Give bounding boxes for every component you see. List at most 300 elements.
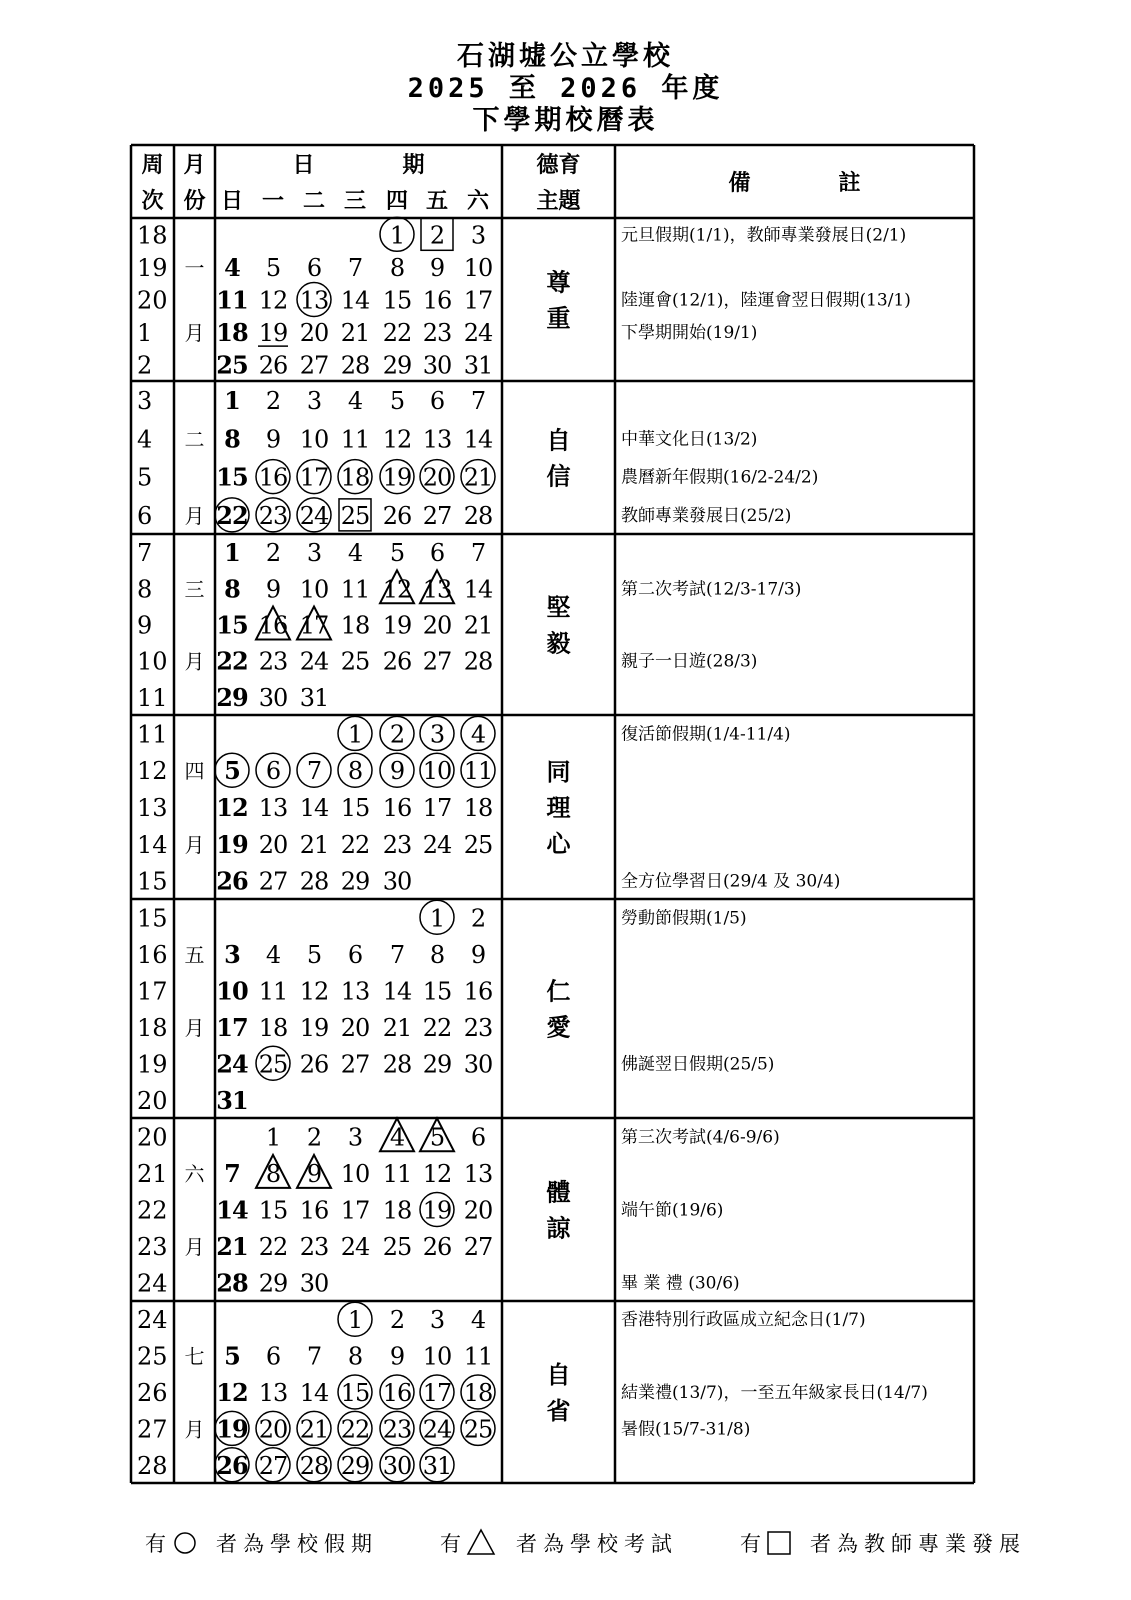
calendar-day: 1 xyxy=(347,720,363,749)
calendar-day: 17 xyxy=(422,794,452,822)
legend-square-icon xyxy=(766,1530,792,1556)
calendar-day: 30 xyxy=(382,1451,412,1480)
calendar-day: 27 xyxy=(422,647,452,676)
calendar-day: 31 xyxy=(216,1085,248,1115)
theme-char: 重 xyxy=(546,304,571,333)
theme-char: 愛 xyxy=(546,1013,571,1042)
calendar-day: 2 xyxy=(429,221,445,250)
calendar-day: 27 xyxy=(299,351,329,380)
calendar-day: 29 xyxy=(340,1451,370,1480)
calendar-day: 9 xyxy=(389,757,405,786)
calendar-day: 28 xyxy=(299,1451,329,1480)
calendar-day: 21 xyxy=(463,463,493,492)
week-number: 24 xyxy=(137,1306,168,1335)
calendar-day: 26 xyxy=(382,647,412,676)
week-number: 5 xyxy=(137,463,153,492)
week-number: 18 xyxy=(137,1013,168,1042)
week-number: 24 xyxy=(137,1269,168,1298)
calendar-day: 9 xyxy=(429,253,445,282)
calendar-day: 13 xyxy=(258,794,288,822)
calendar-day: 1 xyxy=(429,904,445,933)
calendar-day: 11 xyxy=(340,575,370,604)
calendar-day: 22 xyxy=(422,1013,452,1042)
calendar-day: 11 xyxy=(463,1342,493,1371)
calendar-day: 21 xyxy=(382,1013,412,1042)
month-name-2: 月 xyxy=(184,649,205,674)
calendar-day: 8 xyxy=(347,1342,363,1371)
calendar-day: 9 xyxy=(389,1342,405,1371)
calendar-day: 8 xyxy=(265,1159,281,1188)
remark-text: 佛誕翌日假期(25/5) xyxy=(621,1054,775,1075)
calendar-day: 21 xyxy=(340,319,370,348)
calendar-day: 23 xyxy=(299,1233,329,1262)
calendar-day: 6 xyxy=(265,757,281,786)
theme-char: 省 xyxy=(546,1397,571,1425)
theme-char: 堅 xyxy=(546,593,571,622)
week-number: 9 xyxy=(137,611,153,640)
calendar-day: 12 xyxy=(216,793,248,822)
week-number: 25 xyxy=(137,1342,168,1371)
calendar-day: 13 xyxy=(340,977,370,1006)
remark-text: 陸運會(12/1)，陸運會翌日假期(13/1) xyxy=(621,290,911,311)
calendar-day: 24 xyxy=(299,647,329,676)
calendar-day: 23 xyxy=(258,647,288,676)
calendar-day: 29 xyxy=(258,1269,288,1298)
theme-char: 自 xyxy=(546,1361,571,1389)
calendar-day: 20 xyxy=(422,463,452,492)
calendar-day: 31 xyxy=(422,1451,452,1480)
calendar-day: 14 xyxy=(340,286,370,315)
calendar-day: 17 xyxy=(340,1196,370,1225)
calendar-day: 6 xyxy=(265,1342,281,1371)
calendar-day: 30 xyxy=(463,1050,493,1079)
calendar-day: 5 xyxy=(224,1341,240,1371)
calendar-day: 3 xyxy=(429,720,445,749)
calendar-day: 29 xyxy=(216,682,248,712)
calendar-day: 7 xyxy=(347,253,363,282)
header-weekday: 三 xyxy=(343,189,367,214)
calendar-day: 10 xyxy=(422,757,452,786)
calendar-day: 24 xyxy=(422,830,452,859)
calendar-day: 12 xyxy=(299,977,329,1006)
calendar-day: 11 xyxy=(258,977,288,1006)
calendar-day: 20 xyxy=(463,1196,493,1225)
calendar-day: 13 xyxy=(422,425,452,454)
calendar-day: 7 xyxy=(224,1158,240,1188)
calendar-day: 10 xyxy=(216,976,248,1006)
calendar-day: 25 xyxy=(258,1050,288,1079)
calendar-day: 21 xyxy=(299,830,329,859)
calendar-day: 13 xyxy=(299,286,329,315)
week-number: 23 xyxy=(137,1233,168,1262)
calendar-day: 16 xyxy=(258,463,288,492)
remark-text: 元旦假期(1/1)，教師專業發展日(2/1) xyxy=(621,225,907,246)
theme-char: 諒 xyxy=(546,1214,571,1243)
calendar-day: 1 xyxy=(265,1123,281,1152)
header-week-2: 次 xyxy=(141,189,164,214)
calendar-day: 24 xyxy=(422,1415,452,1444)
calendar-day: 26 xyxy=(258,351,288,380)
legend-triangle-icon xyxy=(466,1528,496,1556)
calendar-day: 23 xyxy=(382,830,412,859)
calendar-day: 2 xyxy=(470,904,486,933)
week-number: 28 xyxy=(137,1451,168,1480)
calendar-day: 19 xyxy=(382,611,412,640)
calendar-day: 13 xyxy=(422,575,452,604)
calendar-day: 25 xyxy=(216,350,248,380)
calendar-day: 9 xyxy=(306,1159,322,1188)
calendar-day: 8 xyxy=(429,940,445,969)
calendar-day: 3 xyxy=(306,387,322,416)
calendar-day: 1 xyxy=(224,538,240,568)
remark-text: 復活節假期(1/4-11/4) xyxy=(621,724,791,745)
calendar-day: 10 xyxy=(299,425,329,454)
calendar-day: 12 xyxy=(422,1159,452,1188)
calendar-day: 29 xyxy=(422,1050,452,1079)
theme-char: 尊 xyxy=(546,268,571,297)
week-number: 15 xyxy=(137,904,168,933)
calendar-day: 4 xyxy=(470,1306,486,1335)
calendar-day: 28 xyxy=(463,501,493,530)
calendar-day: 4 xyxy=(224,252,240,282)
theme-char: 自 xyxy=(546,426,571,455)
calendar-day: 5 xyxy=(224,756,240,786)
month-name-1: 四 xyxy=(184,759,205,784)
calendar-day: 4 xyxy=(347,387,363,416)
calendar-day: 6 xyxy=(429,539,445,568)
header-theme-2: 主題 xyxy=(536,189,581,214)
header-date: 日 期 xyxy=(292,153,425,178)
week-number: 7 xyxy=(137,539,153,568)
calendar-day: 15 xyxy=(422,977,452,1006)
calendar-day: 25 xyxy=(340,647,370,676)
calendar-day: 18 xyxy=(340,463,370,492)
week-number: 1 xyxy=(137,319,153,348)
calendar-day: 3 xyxy=(470,221,486,250)
calendar-day: 16 xyxy=(258,611,288,640)
header-theme-1: 德育 xyxy=(536,153,581,178)
calendar-day: 5 xyxy=(265,253,281,282)
calendar-day: 17 xyxy=(463,286,493,315)
calendar-day: 23 xyxy=(258,501,288,530)
calendar-day: 12 xyxy=(216,1378,248,1407)
legend-circle-icon xyxy=(172,1530,198,1556)
calendar-day: 9 xyxy=(470,940,486,969)
calendar-day: 28 xyxy=(340,351,370,380)
header-remarks: 備 註 xyxy=(728,171,861,196)
week-number: 21 xyxy=(137,1159,168,1188)
calendar-day: 13 xyxy=(463,1159,493,1188)
calendar-day: 14 xyxy=(299,794,329,822)
calendar-day: 3 xyxy=(429,1306,445,1335)
calendar-day: 3 xyxy=(224,939,240,969)
week-number: 16 xyxy=(137,940,168,969)
calendar-day: 27 xyxy=(422,501,452,530)
calendar-day: 10 xyxy=(340,1159,370,1188)
calendar-day: 26 xyxy=(422,1233,452,1262)
calendar-day: 14 xyxy=(463,425,493,454)
theme-char: 仁 xyxy=(546,977,571,1006)
week-number: 6 xyxy=(137,501,153,530)
calendar-day: 20 xyxy=(340,1013,370,1042)
week-number: 3 xyxy=(137,387,153,416)
header-week-1: 周 xyxy=(141,153,164,178)
calendar-day: 20 xyxy=(258,1415,288,1444)
remark-text: 勞動節假期(1/5) xyxy=(621,908,747,929)
calendar-day: 7 xyxy=(306,1342,322,1371)
calendar-day: 4 xyxy=(389,1123,405,1152)
theme-char: 心 xyxy=(546,830,571,858)
calendar-day: 23 xyxy=(382,1415,412,1444)
calendar-day: 11 xyxy=(216,285,248,315)
month-name-2: 月 xyxy=(184,503,205,528)
calendar-day: 19 xyxy=(382,463,412,492)
calendar-day: 18 xyxy=(340,611,370,640)
week-number: 10 xyxy=(137,647,168,676)
week-number: 19 xyxy=(137,253,168,282)
calendar-day: 31 xyxy=(463,351,493,380)
calendar-day: 25 xyxy=(463,830,493,859)
calendar-day: 27 xyxy=(258,867,288,896)
month-name-1: 二 xyxy=(184,427,205,452)
week-number: 17 xyxy=(137,977,168,1006)
calendar-day: 19 xyxy=(299,1013,329,1042)
calendar-day: 8 xyxy=(389,253,405,282)
calendar-day: 14 xyxy=(216,1195,248,1225)
calendar-day: 2 xyxy=(389,720,405,749)
calendar-day: 24 xyxy=(216,1049,248,1079)
month-name-1: 六 xyxy=(184,1161,205,1186)
calendar-day: 7 xyxy=(470,539,486,568)
calendar-day: 29 xyxy=(340,867,370,896)
header-weekday: 一 xyxy=(261,189,285,214)
calendar-day: 22 xyxy=(258,1233,288,1262)
calendar-title: 下學期校曆表 xyxy=(472,105,659,136)
calendar-day: 19 xyxy=(258,319,288,348)
calendar-day: 6 xyxy=(470,1123,486,1152)
calendar-day: 22 xyxy=(340,1415,370,1444)
legend-pd-prefix: 有 xyxy=(740,1532,767,1556)
legend-exam-text: 者為學校考試 xyxy=(516,1532,678,1556)
calendar-day: 23 xyxy=(463,1013,493,1042)
calendar-day: 27 xyxy=(258,1451,288,1480)
calendar-day: 25 xyxy=(382,1233,412,1262)
week-number: 20 xyxy=(137,286,168,315)
calendar-day: 14 xyxy=(463,575,493,604)
calendar-day: 25 xyxy=(463,1415,493,1444)
calendar-day: 17 xyxy=(299,611,329,640)
calendar-day: 1 xyxy=(389,221,405,250)
legend-pd-text: 者為教師專業發展 xyxy=(810,1532,1026,1556)
header-weekday: 四 xyxy=(385,189,409,214)
calendar-day: 4 xyxy=(347,539,363,568)
calendar-day: 21 xyxy=(216,1232,248,1262)
week-number: 15 xyxy=(137,867,168,896)
calendar-day: 28 xyxy=(299,867,329,896)
header-weekday: 六 xyxy=(466,189,490,214)
remark-text: 親子一日遊(28/3) xyxy=(621,651,758,672)
remark-text: 農曆新年假期(16/2-24/2) xyxy=(621,467,819,488)
month-name-1: 五 xyxy=(184,942,205,967)
remark-text: 中華文化日(13/2) xyxy=(621,429,758,450)
calendar-day: 8 xyxy=(347,757,363,786)
calendar-day: 14 xyxy=(299,1379,329,1407)
month-name-2: 月 xyxy=(184,1015,205,1040)
calendar-day: 12 xyxy=(258,286,288,315)
calendar-day: 15 xyxy=(382,286,412,315)
remark-text: 第二次考試(12/3-17/3) xyxy=(621,579,802,600)
calendar-day: 25 xyxy=(340,501,370,530)
calendar-day: 26 xyxy=(382,501,412,530)
calendar-day: 6 xyxy=(429,387,445,416)
calendar-day: 21 xyxy=(463,611,493,640)
theme-char: 理 xyxy=(546,794,571,822)
calendar-day: 2 xyxy=(265,387,281,416)
week-number: 2 xyxy=(137,351,153,380)
calendar-day: 4 xyxy=(470,720,486,749)
remark-text: 端午節(19/6) xyxy=(621,1200,724,1221)
calendar-day: 2 xyxy=(389,1306,405,1335)
remark-text: 第三次考試(4/6-9/6) xyxy=(621,1127,780,1148)
calendar-day: 20 xyxy=(299,319,329,348)
week-number: 14 xyxy=(137,830,168,859)
calendar-day: 24 xyxy=(463,319,493,348)
calendar-day: 22 xyxy=(216,646,248,676)
calendar-day: 15 xyxy=(340,794,370,822)
calendar-day: 17 xyxy=(422,1379,452,1407)
calendar-day: 2 xyxy=(265,539,281,568)
calendar-day: 5 xyxy=(389,387,405,416)
calendar-day: 16 xyxy=(299,1196,329,1225)
calendar-day: 8 xyxy=(224,574,240,604)
calendar-day: 22 xyxy=(382,319,412,348)
calendar-day: 20 xyxy=(422,611,452,640)
calendar-day: 24 xyxy=(299,501,329,530)
calendar-day: 30 xyxy=(422,351,452,380)
remark-text: 畢 業 禮 (30/6) xyxy=(621,1273,740,1294)
calendar-day: 6 xyxy=(347,940,363,969)
calendar-day: 26 xyxy=(216,1450,248,1480)
calendar-day: 7 xyxy=(470,387,486,416)
calendar-day: 30 xyxy=(258,683,288,712)
calendar-day: 13 xyxy=(258,1379,288,1407)
calendar-day: 5 xyxy=(429,1123,445,1152)
week-number: 26 xyxy=(137,1379,168,1407)
calendar-day: 10 xyxy=(463,253,493,282)
calendar-day: 26 xyxy=(216,866,248,896)
calendar-day: 28 xyxy=(382,1050,412,1079)
calendar-day: 28 xyxy=(463,647,493,676)
calendar-day: 26 xyxy=(299,1050,329,1079)
legend xyxy=(0,1528,1131,1560)
theme-char: 體 xyxy=(546,1178,571,1207)
calendar-day: 18 xyxy=(258,1013,288,1042)
calendar-day: 8 xyxy=(224,424,240,454)
month-name-1: 一 xyxy=(184,255,205,280)
calendar-day: 19 xyxy=(422,1196,452,1225)
calendar-day: 10 xyxy=(422,1342,452,1371)
calendar-day: 24 xyxy=(340,1233,370,1262)
week-number: 8 xyxy=(137,575,153,604)
theme-char: 毅 xyxy=(546,629,571,658)
month-name-1: 七 xyxy=(184,1344,205,1369)
theme-char: 同 xyxy=(546,758,571,786)
calendar-day: 22 xyxy=(216,500,248,530)
calendar-day: 15 xyxy=(340,1379,370,1407)
calendar-day: 9 xyxy=(265,575,281,604)
remark-text: 全方位學習日(29/4 及 30/4) xyxy=(621,871,841,892)
calendar-day: 2 xyxy=(306,1123,322,1152)
calendar-day: 16 xyxy=(422,286,452,315)
calendar-day: 18 xyxy=(463,794,493,822)
school-year: 2025 至 2026 年度 xyxy=(407,73,724,104)
remark-text: 教師專業發展日(25/2) xyxy=(621,505,792,526)
week-number: 11 xyxy=(137,683,168,712)
calendar-day: 4 xyxy=(265,940,281,969)
calendar-day: 20 xyxy=(258,830,288,859)
calendar-day: 15 xyxy=(216,462,248,492)
month-name-2: 月 xyxy=(184,321,205,346)
calendar-day: 1 xyxy=(224,386,240,416)
calendar-day: 18 xyxy=(382,1196,412,1225)
school-name: 石湖墟公立學校 xyxy=(457,41,674,72)
week-number: 22 xyxy=(137,1196,168,1225)
week-number: 20 xyxy=(137,1086,168,1115)
week-number: 13 xyxy=(137,794,168,822)
calendar-day: 29 xyxy=(382,351,412,380)
week-number: 20 xyxy=(137,1123,168,1152)
header-weekday: 二 xyxy=(302,189,326,214)
calendar-day: 11 xyxy=(340,425,370,454)
month-name-1: 三 xyxy=(184,577,205,602)
calendar-day: 30 xyxy=(382,867,412,896)
calendar-day: 17 xyxy=(299,463,329,492)
calendar-day: 7 xyxy=(306,757,322,786)
calendar-day: 10 xyxy=(299,575,329,604)
calendar-day: 27 xyxy=(463,1233,493,1262)
remark-text: 下學期開始(19/1) xyxy=(621,323,758,344)
calendar-day: 15 xyxy=(258,1196,288,1225)
week-number: 12 xyxy=(137,757,168,786)
calendar-day: 12 xyxy=(382,575,412,604)
legend-exam-prefix: 有 xyxy=(440,1532,467,1556)
calendar-day: 23 xyxy=(422,319,452,348)
calendar-day: 11 xyxy=(463,757,493,786)
calendar-day: 18 xyxy=(463,1379,493,1407)
calendar-day: 3 xyxy=(347,1123,363,1152)
calendar-day: 14 xyxy=(382,977,412,1006)
calendar-day: 16 xyxy=(463,977,493,1006)
month-name-2: 月 xyxy=(184,1235,205,1260)
remark-text: 香港特別行政區成立紀念日(1/7) xyxy=(621,1310,866,1331)
calendar-day: 9 xyxy=(265,425,281,454)
calendar-day: 16 xyxy=(382,1379,412,1407)
calendar-day: 28 xyxy=(216,1268,248,1298)
calendar-day: 30 xyxy=(299,1269,329,1298)
week-number: 19 xyxy=(137,1050,168,1079)
calendar-day: 31 xyxy=(299,683,329,712)
calendar-day: 18 xyxy=(216,318,248,348)
header-weekday: 五 xyxy=(425,189,449,214)
legend-holiday-prefix: 有 xyxy=(145,1532,172,1556)
header-month-1: 月 xyxy=(183,153,206,178)
calendar-day: 19 xyxy=(216,829,248,859)
calendar-day: 27 xyxy=(340,1050,370,1079)
calendar-day: 12 xyxy=(382,425,412,454)
calendar-day: 22 xyxy=(340,830,370,859)
remark-text: 結業禮(13/7)，一至五年級家長日(14/7) xyxy=(621,1383,928,1403)
week-number: 27 xyxy=(137,1415,168,1444)
